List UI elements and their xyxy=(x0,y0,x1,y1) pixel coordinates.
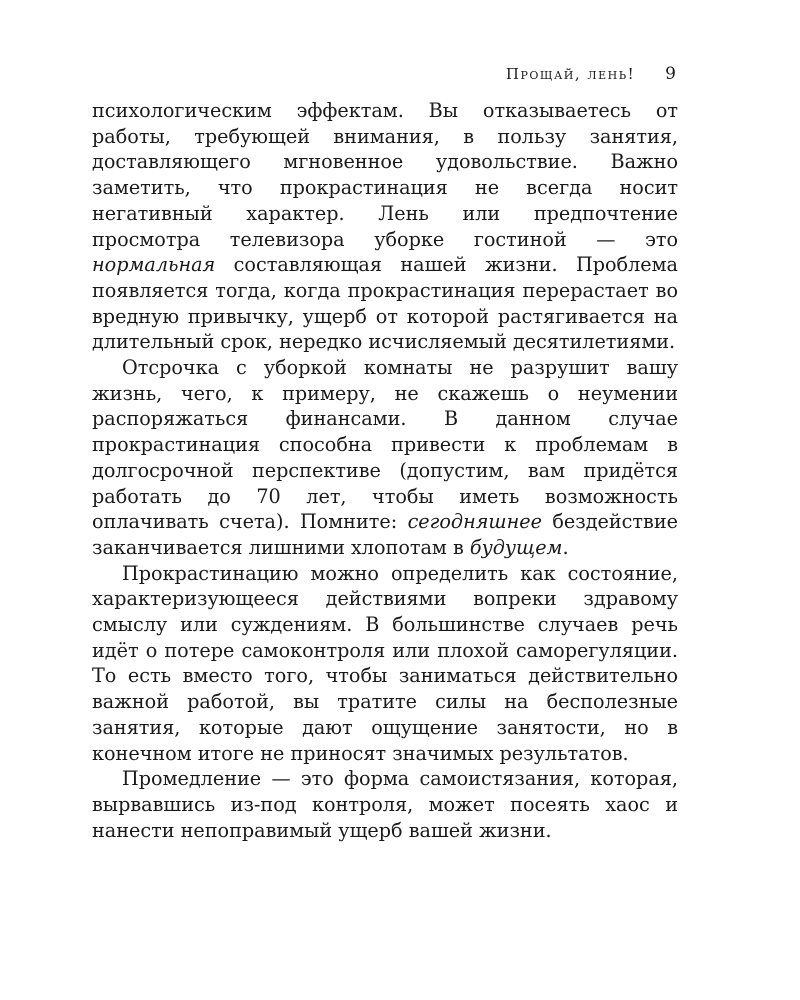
body-text xyxy=(92,98,678,843)
running-header xyxy=(506,64,676,84)
paragraph-4: Промедление — это форма самоистязания, которая, вырвавшись из-под контроля, может посеять хаос и нанести непоправимый ущерб вашей жизни. xyxy=(92,767,678,842)
paragraph-2-text-a: Отсрочка с уборкой комнаты не разрушит вашу жизнь, чего, к примеру, не скажешь о неумении распоряжаться финансами. В данном случае прокрастинация способна привести к проблемам в долгосрочной перспективе (допустим, вам придётся работать до 70 лет, чтобы иметь возможность оплачивать счета). Помните: xyxy=(92,356,678,534)
running-title: Прощай, лень! xyxy=(505,65,636,83)
paragraph-2-text-b: бездействие заканчивается лишними хлопотам в xyxy=(92,510,678,559)
emphasis-normalnaya: нормальная xyxy=(92,253,216,277)
paragraph-1 xyxy=(92,98,678,355)
page-number: 9 xyxy=(665,64,676,84)
emphasis-segodnyashnee: сегодняшнее xyxy=(407,510,542,534)
paragraph-1-text-b: составляющая нашей жизни. Проблема появляется тогда, когда прокрастинация перерастает во вредную привычку, ущерб от которой растягивается на длительный срок, нередко исчисляемый десятилетиями. xyxy=(92,253,678,354)
paragraph-2-text-c: . xyxy=(562,535,569,559)
paragraph-3: Прокрастинацию можно определить как состояние, характеризующееся действиями вопреки здравому смыслу или суждениям. В большинстве случаев речь идёт о потере самоконтроля или плохой саморегуляции. То есть вместо того, чтобы заниматься действительно важной работой, вы тратите силы на бесполезные занятия, которые дают ощущение занятости, но в конечном итоге не приносят значимых результатов. xyxy=(92,561,678,765)
paragraph-2 xyxy=(92,355,678,561)
emphasis-budushchem: будущем xyxy=(469,535,563,559)
paragraph-1-text-a: психологическим эффектам. Вы отказываетесь от работы, требующей внимания, в пользу занятия, доставляющего мгновенное удовольствие. Важно заметить, что прокрастинация не всегда носит негативный характер. Лень или предпочтение просмотра телевизора уборке гостиной — это xyxy=(92,99,678,251)
